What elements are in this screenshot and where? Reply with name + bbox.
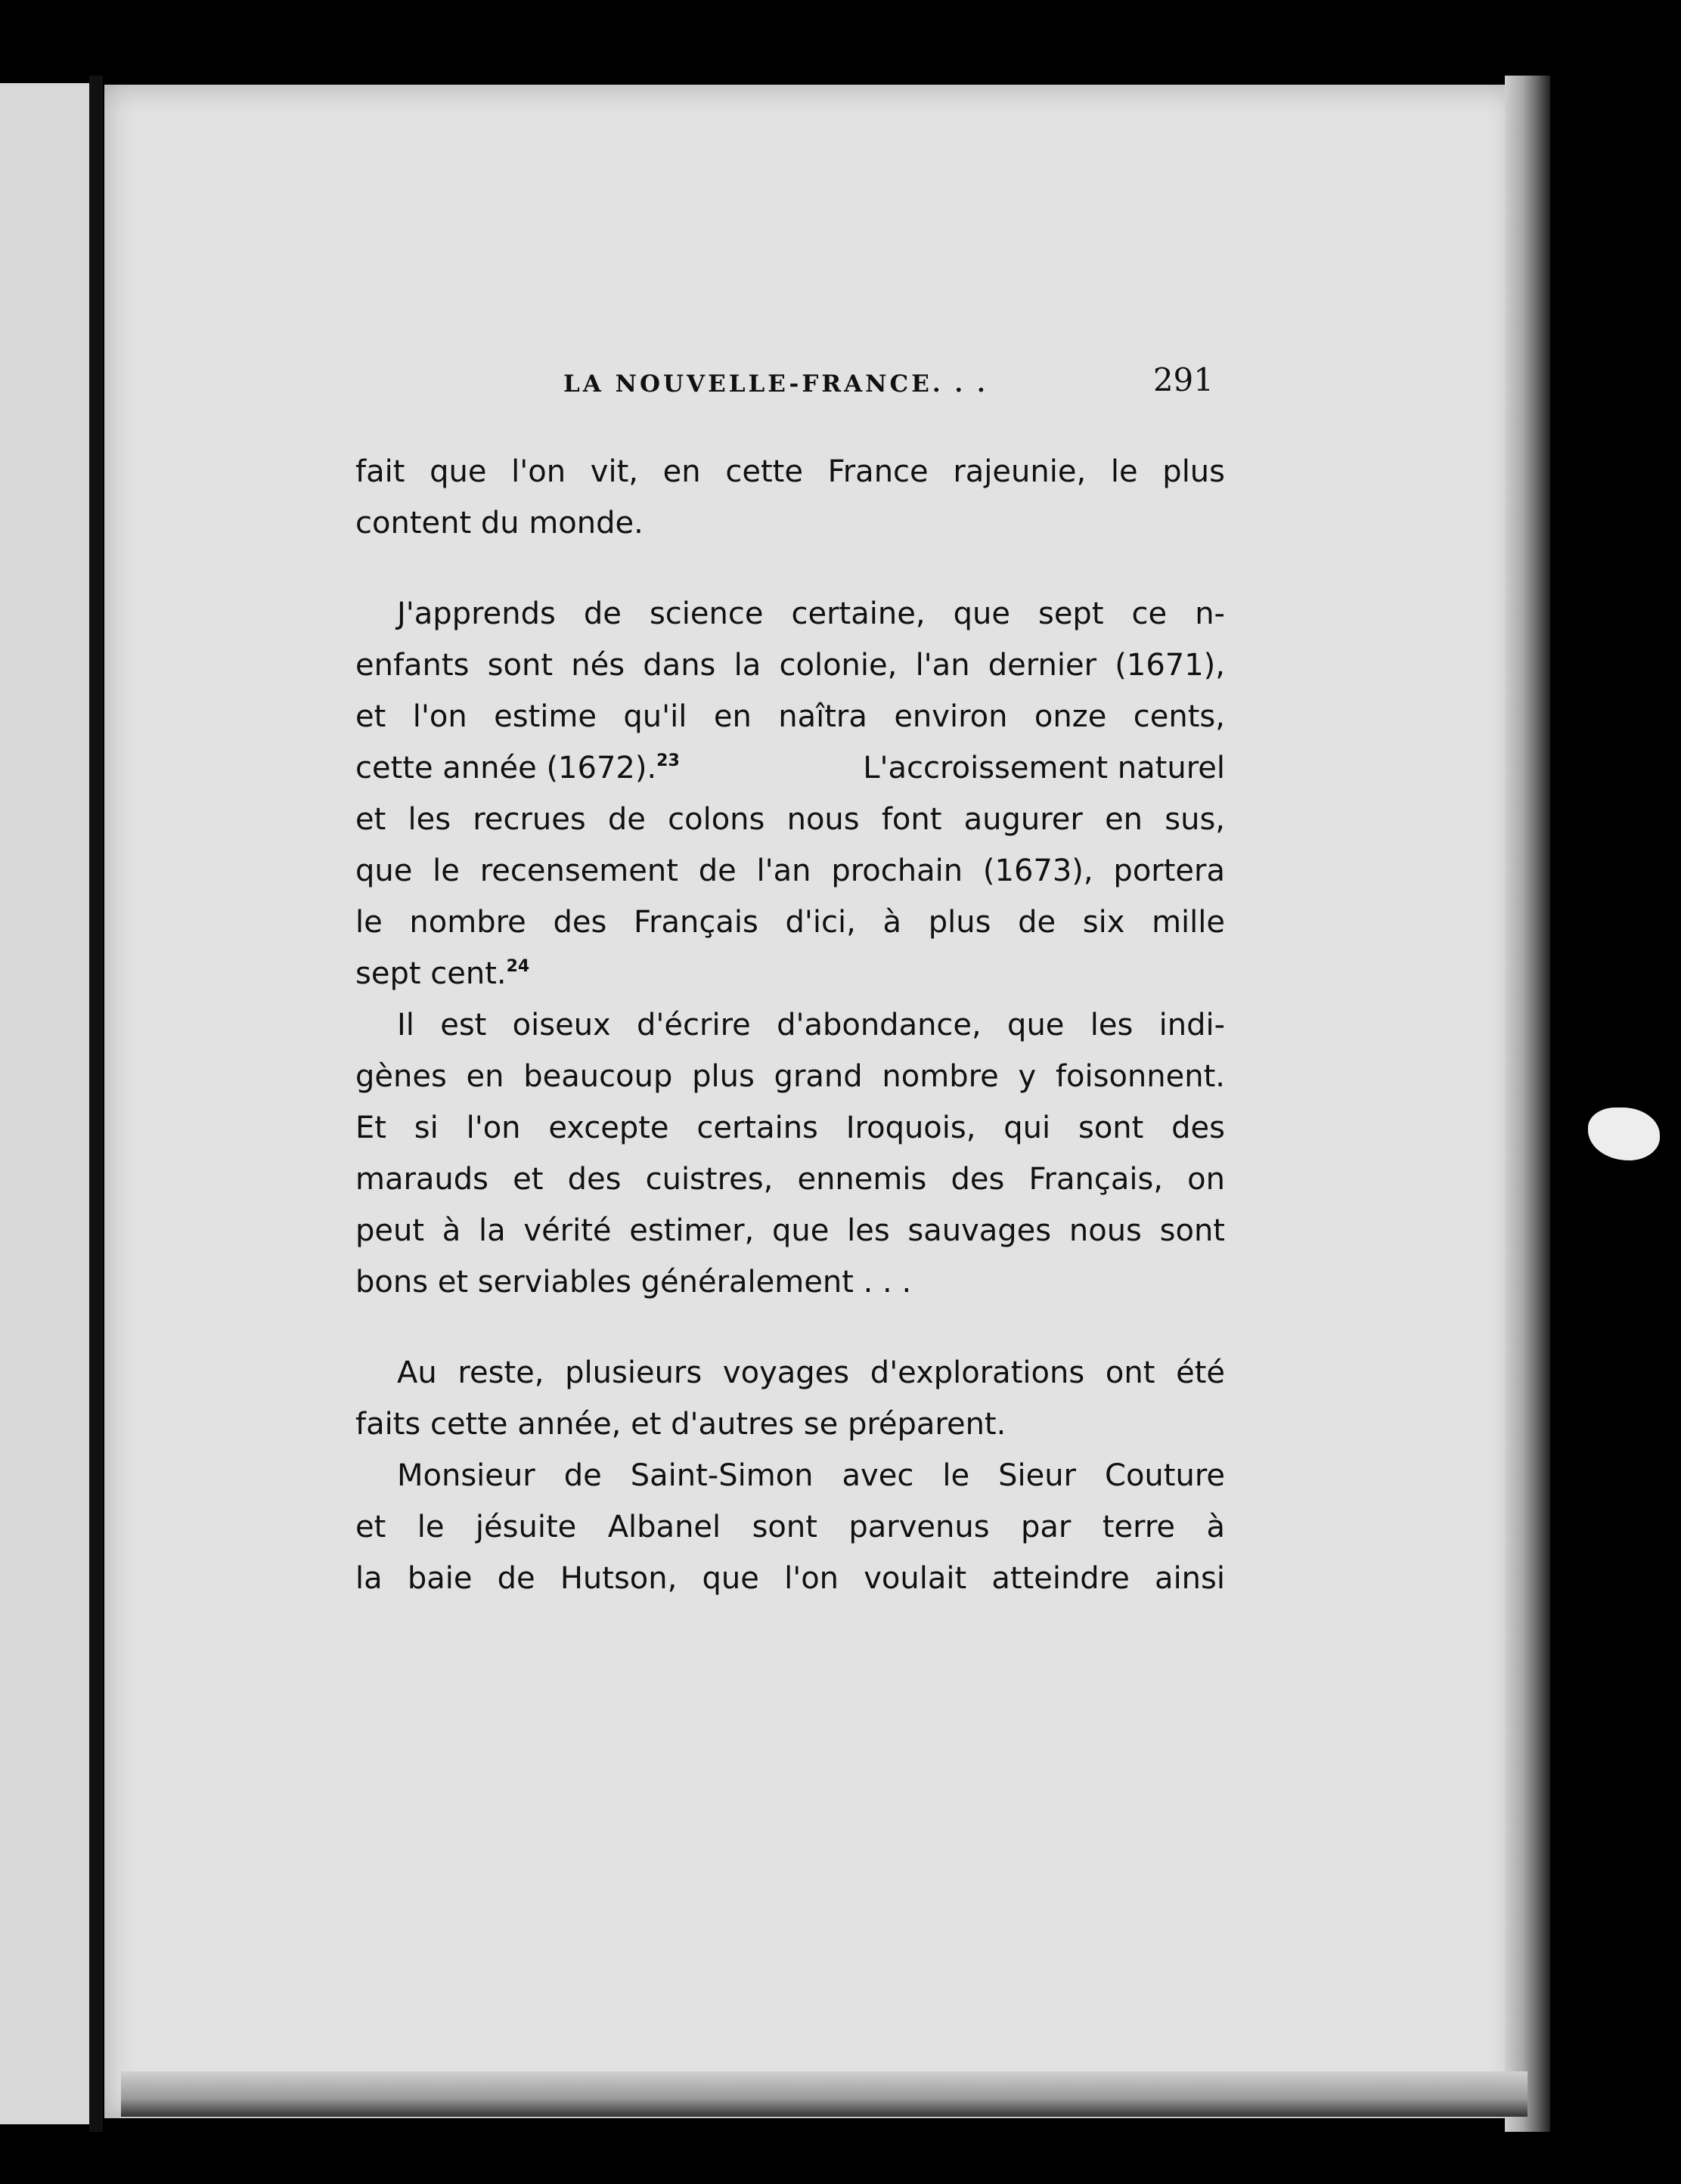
text-line: faits cette année, et d'autres se préparent.: [355, 1407, 1006, 1442]
running-title: LA NOUVELLE-FRANCE. . .: [563, 370, 988, 398]
text-line: et le jésuite Albanel sont parvenus par terre à: [355, 1510, 1225, 1544]
previous-page-edge: [0, 83, 95, 2124]
text-line: que le recensement de l'an prochain (1673), portera: [355, 853, 1225, 888]
text-line: Il est oiseux d'écrire d'abondance, que les indi-: [397, 1008, 1225, 1042]
text-line: peut à la vérité estimer, que les sauvages nous sont: [355, 1213, 1225, 1248]
text-line: enfants sont nés dans la colonie, l'an dernier (1671),: [355, 648, 1225, 683]
body-text: [355, 446, 1225, 1604]
text-line-with-footnote: [355, 948, 1225, 999]
text-fragment: sept cent.: [355, 956, 507, 991]
paragraph: [355, 1450, 1225, 1604]
paragraph: [355, 999, 1225, 1308]
text-line: Monsieur de Saint-Simon avec le Sieur Couture: [397, 1458, 1225, 1493]
footnote-marker: 24: [506, 957, 530, 976]
text-line-with-footnote: [355, 742, 1225, 794]
text-fragment: cette année (1672).: [355, 751, 657, 785]
page-header: [563, 361, 1214, 407]
text-line: la baie de Hutson, que l'on voulait atteindre ainsi: [355, 1561, 1225, 1596]
text-line: bons et serviables généralement . . .: [355, 1265, 912, 1300]
text-line: et les recrues de colons nous font augurer en sus,: [355, 802, 1225, 837]
text-line: content du monde.: [355, 506, 644, 541]
text-line: J'apprends de science certaine, que sept ce n-: [397, 596, 1225, 631]
text-line: le nombre des Français d'ici, à plus de six mille: [355, 905, 1225, 940]
text-line: Au reste, plusieurs voyages d'explorations ont été: [397, 1355, 1225, 1390]
paragraph: [355, 588, 1225, 999]
paragraph: [355, 446, 1225, 549]
text-line: fait que l'on vit, en cette France rajeunie, le plus: [355, 454, 1225, 489]
page-bottom-edge: [121, 2071, 1527, 2117]
text-line: Et si l'on excepte certains Iroquois, qui sont des: [355, 1111, 1225, 1145]
page-number: 291: [1152, 361, 1214, 398]
text-line: et l'on estime qu'il en naîtra environ onze cents,: [355, 699, 1225, 734]
paragraph: [355, 1347, 1225, 1450]
book-gutter: [89, 76, 103, 2132]
footnote-marker: 23: [656, 751, 680, 770]
text-line: marauds et des cuistres, ennemis des Français, on: [355, 1162, 1225, 1197]
text-line: gènes en beaucoup plus grand nombre y foisonnent.: [355, 1059, 1225, 1094]
page-fore-edge: [1505, 76, 1550, 2132]
torn-paper-fragment: [1588, 1107, 1660, 1160]
text-fragment: L'accroissement naturel: [863, 751, 1225, 785]
